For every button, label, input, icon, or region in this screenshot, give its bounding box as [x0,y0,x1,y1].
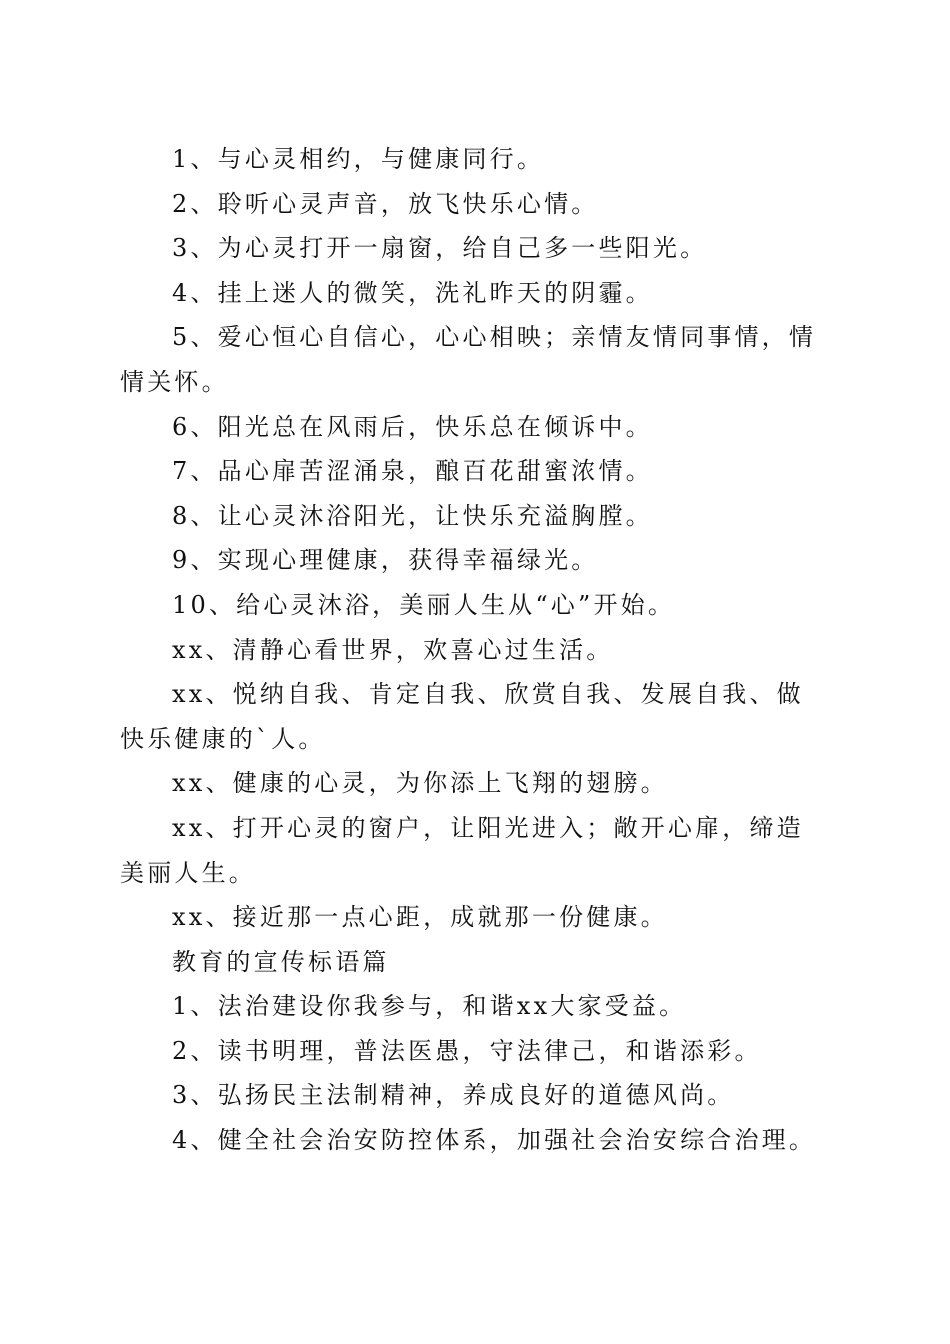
slogan-item: 1、法治建设你我参与，和谐xx大家受益。 [172,992,687,1021]
slogan-item: xx、悦纳自我、肯定自我、欣赏自我、发展自我、做快乐健康的`人。 [120,680,804,753]
slogan-item: 3、弘扬民主法制精神，养成良好的道德风尚。 [172,1081,735,1110]
section-heading: 教育的宣传标语篇 [172,947,390,976]
slogan-item: 3、为心灵打开一扇窗，给自己多一些阳光。 [172,234,708,263]
slogan-item: 6、阳光总在风雨后，快乐总在倾诉中。 [172,412,653,441]
slogan-item: 9、实现心理健康，获得幸福绿光。 [172,546,599,575]
slogan-item: xx、清静心看世界，欢喜心过生活。 [172,635,614,664]
slogan-item: 2、读书明理，普法医愚，守法律己，和谐添彩。 [172,1036,762,1065]
document-body [120,137,828,1163]
slogan-item: 1、与心灵相约，与健康同行。 [172,145,545,173]
slogan-item: xx、接近那一点心距，成就那一份健康。 [172,903,668,932]
slogan-item: 8、让心灵沐浴阳光，让快乐充溢胸膛。 [172,501,653,530]
slogan-item: 4、健全社会治安防控体系，加强社会治安综合治理。 [172,1126,817,1155]
slogan-item: xx、打开心灵的窗户，让阳光进入；敞开心扉，缔造美丽人生。 [120,813,804,887]
slogan-item: 5、爱心恒心自信心，心心相映；亲情友情同事情，情情关怀。 [120,323,817,396]
slogan-item: 10、给心灵沐浴，美丽人生从“心”开始。 [172,590,676,619]
slogan-item: xx、健康的心灵，为你添上飞翔的翅膀。 [172,769,668,798]
slogan-item: 7、品心扉苦涩涌泉，酿百花甜蜜浓情。 [172,457,653,486]
slogan-item: 4、挂上迷人的微笑，洗礼昨天的阴霾。 [172,278,653,307]
slogan-item: 2、聆听心灵声音，放飞快乐心情。 [172,189,599,218]
